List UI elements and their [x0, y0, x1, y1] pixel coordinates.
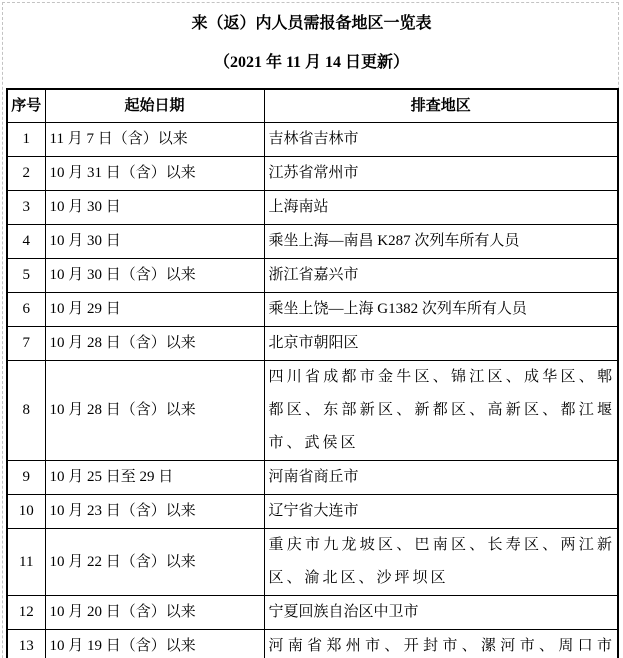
date-cell: 10 月 30 日	[45, 225, 264, 259]
serial-cell: 8	[7, 361, 45, 461]
table-row	[7, 361, 618, 461]
date-cell: 10 月 29 日	[45, 293, 264, 327]
header-start-date: 起始日期	[45, 89, 264, 123]
report-areas-table	[6, 88, 619, 658]
date-cell: 10 月 25 日至 29 日	[45, 461, 264, 495]
table-row	[7, 191, 618, 225]
serial-cell: 4	[7, 225, 45, 259]
region-cell: 江苏省常州市	[264, 157, 618, 191]
region-cell: 吉林省吉林市	[264, 123, 618, 157]
region-cell: 乘坐上海—南昌 K287 次列车所有人员	[264, 225, 618, 259]
table-row	[7, 123, 618, 157]
header-serial: 序号	[7, 89, 45, 123]
serial-cell: 11	[7, 529, 45, 596]
region-cell: 河南省郑州市、开封市、漯河市、周口市	[264, 630, 618, 658]
date-cell: 10 月 22 日（含）以来	[45, 529, 264, 596]
serial-cell: 10	[7, 495, 45, 529]
date-cell: 10 月 28 日（含）以来	[45, 361, 264, 461]
serial-cell: 12	[7, 596, 45, 630]
table-header-row	[7, 89, 618, 123]
region-cell: 重庆市九龙坡区、巴南区、长寿区、两江新区、渝北区、沙坪坝区	[264, 529, 618, 596]
region-cell: 宁夏回族自治区中卫市	[264, 596, 618, 630]
page-subtitle: （2021 年 11 月 14 日更新）	[213, 54, 410, 71]
serial-cell: 13	[7, 630, 45, 658]
serial-cell: 1	[7, 123, 45, 157]
date-cell: 10 月 19 日（含）以来	[45, 630, 264, 658]
region-cell: 四川省成都市金牛区、锦江区、成华区、郫都区、东部新区、新都区、高新区、都江堰市、武侯区	[264, 361, 618, 461]
serial-cell: 5	[7, 259, 45, 293]
table-row	[7, 529, 618, 596]
region-cell: 乘坐上饶—上海 G1382 次列车所有人员	[264, 293, 618, 327]
table-row	[7, 157, 618, 191]
date-cell: 10 月 31 日（含）以来	[45, 157, 264, 191]
region-cell: 浙江省嘉兴市	[264, 259, 618, 293]
table-row	[7, 461, 618, 495]
date-cell: 10 月 23 日（含）以来	[45, 495, 264, 529]
table-row	[7, 596, 618, 630]
table-row	[7, 630, 618, 658]
serial-cell: 3	[7, 191, 45, 225]
table-row	[7, 293, 618, 327]
page-title: 来（返）内人员需报备地区一览表	[191, 15, 432, 32]
table-row	[7, 259, 618, 293]
region-cell: 北京市朝阳区	[264, 327, 618, 361]
serial-cell: 9	[7, 461, 45, 495]
table-row	[7, 327, 618, 361]
region-cell: 辽宁省大连市	[264, 495, 618, 529]
date-cell: 10 月 20 日（含）以来	[45, 596, 264, 630]
date-cell: 10 月 30 日	[45, 191, 264, 225]
date-cell: 10 月 30 日（含）以来	[45, 259, 264, 293]
serial-cell: 2	[7, 157, 45, 191]
date-cell: 10 月 28 日（含）以来	[45, 327, 264, 361]
table-row	[7, 225, 618, 259]
header-region: 排查地区	[264, 89, 618, 123]
serial-cell: 6	[7, 293, 45, 327]
serial-cell: 7	[7, 327, 45, 361]
table-row	[7, 495, 618, 529]
date-cell: 11 月 7 日（含）以来	[45, 123, 264, 157]
region-cell: 河南省商丘市	[264, 461, 618, 495]
region-cell: 上海南站	[264, 191, 618, 225]
